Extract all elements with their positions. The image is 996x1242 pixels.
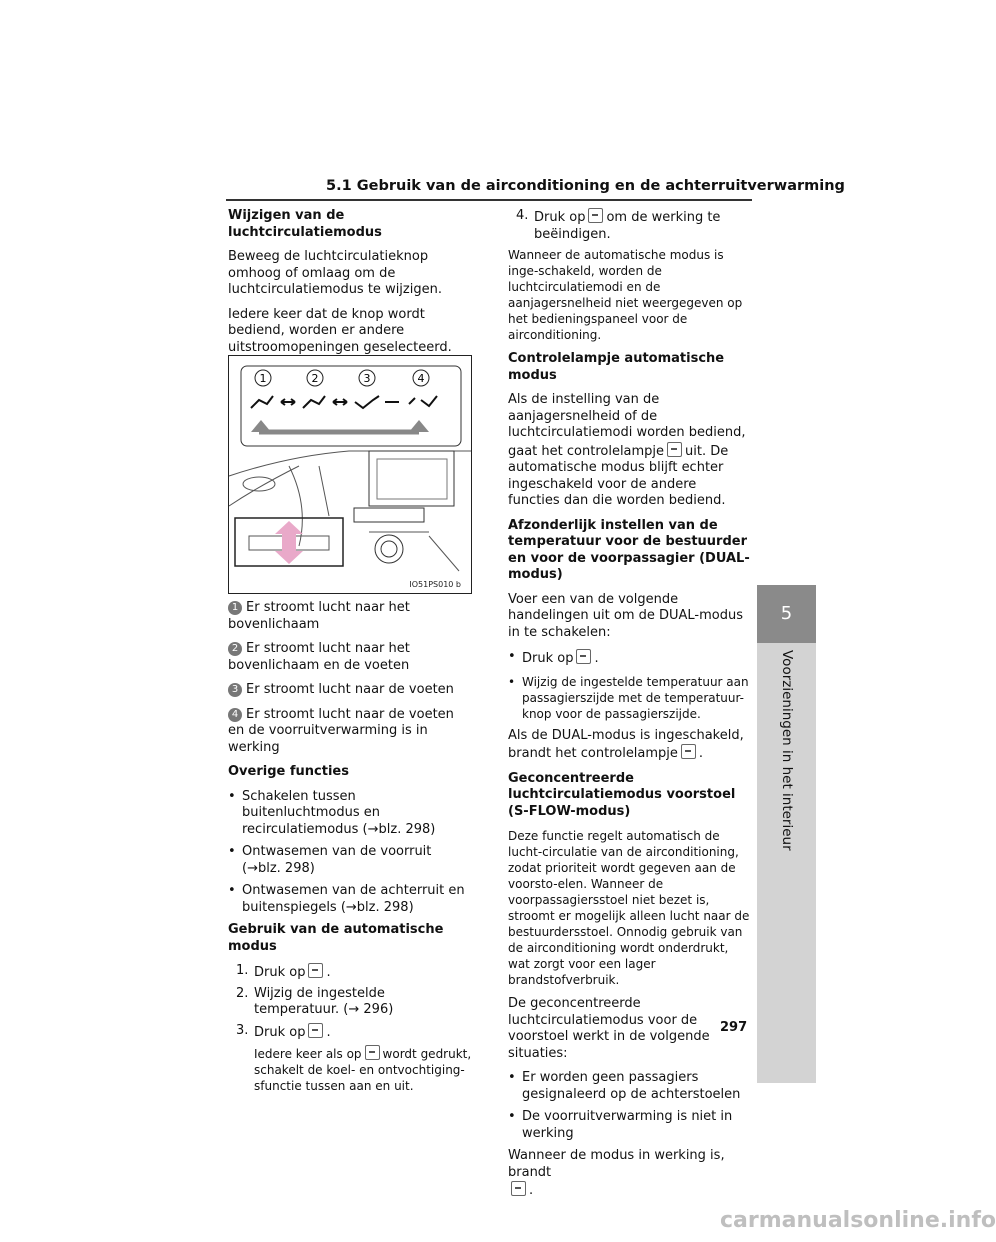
number-badge: 3 (228, 683, 242, 697)
bullet-item: • Ontwasemen van de achterruit en buitenspiegels (→blz. 298) (228, 883, 465, 915)
off-button-icon (588, 208, 603, 223)
right-column (508, 208, 752, 1208)
paragraph: Beweeg de luchtcirculatieknop omhoog of omlaag om de luchtcirculatiemodus te wijzigen. (228, 249, 442, 297)
callout-3: 3 (363, 372, 371, 385)
heading-airflow-mode: Wijzigen van de luchtcirculatiemodus (228, 208, 382, 240)
bullet-item: • Er worden geen passagiers gesignaleerd op de achterstoelen (508, 1070, 741, 1102)
paragraph: Als de instelling van de aanjagersnelheid of de luchtcirculatiemodi worden bediend, gaat het controlelampje uit. De automatische modus blijft echter ingeschakeld voor de andere functies dan die worden bediend. (508, 392, 746, 508)
callout-1: 1 (259, 372, 267, 385)
watermark: carmanualsonline.info (720, 1208, 996, 1233)
heading-other-functions: Overige functies (228, 764, 349, 779)
bullet-item: • Wijzig de ingestelde temperatuur aan passagierszijde met de temperatuur-knop voor de passagierszijde. (508, 674, 749, 721)
paragraph: Als de DUAL-modus is ingeschakeld, brandt het controlelampje . (508, 727, 744, 761)
bullet-item: • Schakelen tussen buitenluchtmodus en recirculatiemodus (→blz. 298) (228, 788, 436, 837)
item-3: 3 Er stroomt lucht naar de voeten (228, 682, 472, 699)
item-4: 4 Er stroomt lucht naar de voeten en de voorruitverwarming is in werking (228, 706, 454, 755)
number-badge: 1 (228, 601, 242, 615)
left-column (228, 208, 472, 364)
heading-sflow-mode: Geconcentreerde luchtcirculatiemodus voorstoel (S-FLOW-modus) (508, 770, 736, 819)
callout-2: 2 (311, 372, 319, 385)
left-column-lower (228, 600, 472, 1102)
chapter-title: Voorzieningen in het interieur (779, 650, 795, 851)
step-4: 4. Druk op om de werking te beëindigen. (516, 208, 721, 242)
bullet-item: • Druk op . (508, 649, 599, 666)
ac-button-icon (308, 1023, 323, 1038)
bullet-item: • Ontwasemen van de voorruit (→blz. 298) (228, 844, 432, 876)
heading-dual-mode: Afzonderlijk instellen van de temperatuur voor de bestuurder en voor de voorpassagier (DUAL-modus) (508, 517, 750, 582)
step-2: 2. Wijzig de ingestelde temperatuur. (→ 296) (236, 985, 394, 1017)
bullet-item: • De voorruitverwarming is niet in werking (508, 1109, 733, 1141)
dual-indicator-icon (681, 744, 696, 759)
airflow-illustration (229, 356, 471, 593)
number-badge: 2 (228, 642, 242, 656)
auto-button-icon (308, 963, 323, 978)
note: Wanneer de automatische modus is inge-schakeld, worden de luchtcirculatiemodi en de aanjagersnelheid niet weergegeven op het bedieningspaneel voor de airconditioning. (508, 248, 743, 342)
figure-code: IO51PS010 b (409, 580, 461, 589)
airflow-figure (228, 355, 472, 594)
number-badge: 4 (228, 708, 242, 722)
item-1: 1 Er stroomt lucht naar het bovenlichaam (228, 600, 410, 632)
item-2: 2 Er stroomt lucht naar het bovenlichaam en de voeten (228, 641, 410, 673)
step-1: 1. Druk op . (236, 963, 331, 980)
dual-button-icon (576, 649, 591, 664)
ac-button-icon (365, 1045, 380, 1060)
paragraph: De geconcentreerde luchtcirculatiemodus voor de voorstoel werkt in de volgende situaties: (508, 996, 710, 1061)
page-number: 297 (720, 1020, 748, 1035)
note: Iedere keer als op wordt gedrukt, schakelt de koel- en ontvochtiging-sfunctie tussen aan en uit. (254, 1047, 472, 1093)
chapter-tab: 5 (757, 585, 816, 643)
step-3: 3. Druk op . (236, 1022, 331, 1040)
auto-indicator-icon (667, 442, 682, 457)
sflow-indicator-icon (511, 1181, 526, 1196)
heading-indicator: Controlelampje automatische modus (508, 351, 725, 383)
paragraph: Voer een van de volgende handelingen uit om de DUAL-modus in te schakelen: (508, 591, 743, 640)
callout-4: 4 (417, 372, 425, 385)
paragraph: Wanneer de modus in werking is, brandt . (508, 1148, 725, 1198)
paragraph: Iedere keer dat de knop wordt bediend, worden er andere uitstroomopeningen geselecteerd. (228, 306, 452, 355)
heading-auto-mode: Gebruik van de automatische modus (228, 922, 444, 954)
note: Deze functie regelt automatisch de lucht-circulatie van de airconditioning, zodat prioriteit wordt gegeven aan de voorsto-elen. Wanneer de voorpassagiersstoel niet bezet is, stroomt er mogelijk alleen lucht naar de bestuurdersstoel. Onnodig gebruik van de airconditioning wordt onderdrukt, wat zorgt voor een lager brandstofverbruik. (508, 829, 750, 987)
header-rule (226, 199, 752, 201)
page-header: 5.1 Gebruik van de airconditioning en de achterruitverwarming (326, 178, 845, 194)
